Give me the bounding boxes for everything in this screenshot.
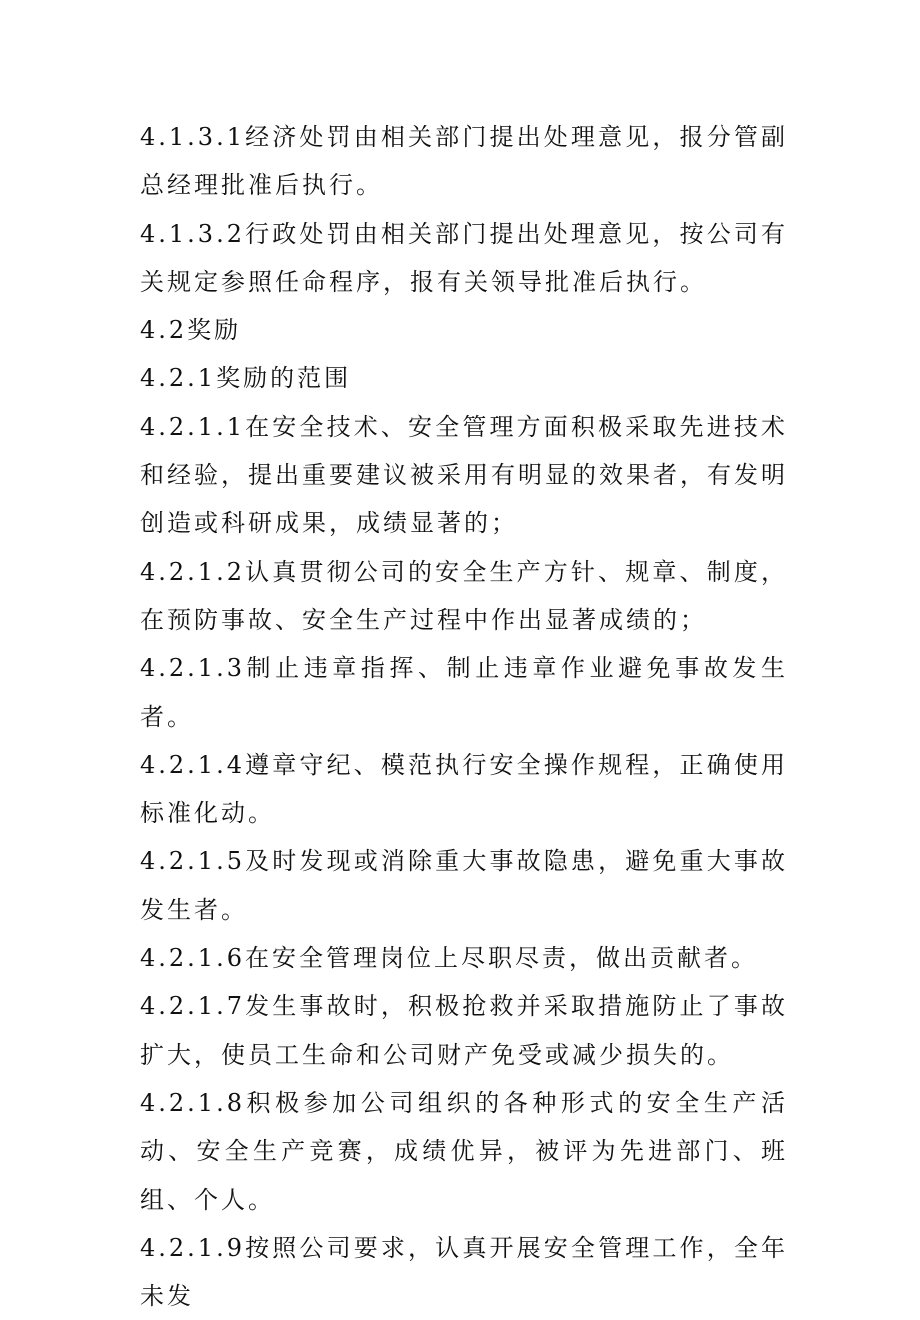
paragraph-4-2-1-8: 4.2.1.8积极参加公司组织的各种形式的安全生产活动、安全生产竞赛，成绩优异，被评为先进部门、班组、个人。 bbox=[140, 1088, 788, 1214]
paragraph-4-2-1-1: 4.2.1.1在安全技术、安全管理方面积极采取先进技术和经验，提出重要建议被采用有明显的效果者，有发明创造或科研成果，成绩显著的； bbox=[140, 412, 788, 538]
paragraph-4-2-1-3: 4.2.1.3制止违章指挥、制止违章作业避免事故发生者。 bbox=[140, 654, 788, 731]
paragraph-4-2-1-4: 4.2.1.4遵章守纪、模范执行安全操作规程，正确使用标准化动。 bbox=[140, 750, 788, 828]
paragraph-4-2-1-9: 4.2.1.9按照公司要求，认真开展安全管理工作，全年未发 bbox=[140, 1233, 788, 1311]
paragraph-4-2-1-6: 4.2.1.6在安全管理岗位上尽职尽责，做出贡献者。 bbox=[140, 944, 758, 973]
paragraph-4-1-3-2: 4.1.3.2行政处罚由相关部门提出处理意见，按公司有关规定参照任命程序，报有关领导批准后执行。 bbox=[140, 219, 788, 296]
document-body bbox=[140, 113, 788, 1320]
paragraph-4-2-1-5: 4.2.1.5及时发现或消除重大事故隐患，避免重大事故发生者。 bbox=[140, 847, 788, 924]
heading-4-2-1: 4.2.1奖励的范围 bbox=[140, 364, 352, 393]
paragraph-4-2-1-7: 4.2.1.7发生事故时，积极抢救并采取措施防止了事故扩大，使员工生命和公司财产免受或减少损失的。 bbox=[140, 992, 788, 1069]
paragraph-4-1-3-1: 4.1.3.1经济处罚由相关部门提出处理意见，报分管副总经理批准后执行。 bbox=[140, 123, 788, 200]
paragraph-4-2-1-2: 4.2.1.2认真贯彻公司的安全生产方针、规章、制度，在预防事故、安全生产过程中作出显著成绩的； bbox=[140, 557, 788, 634]
heading-4-2: 4.2奖励 bbox=[140, 316, 242, 345]
